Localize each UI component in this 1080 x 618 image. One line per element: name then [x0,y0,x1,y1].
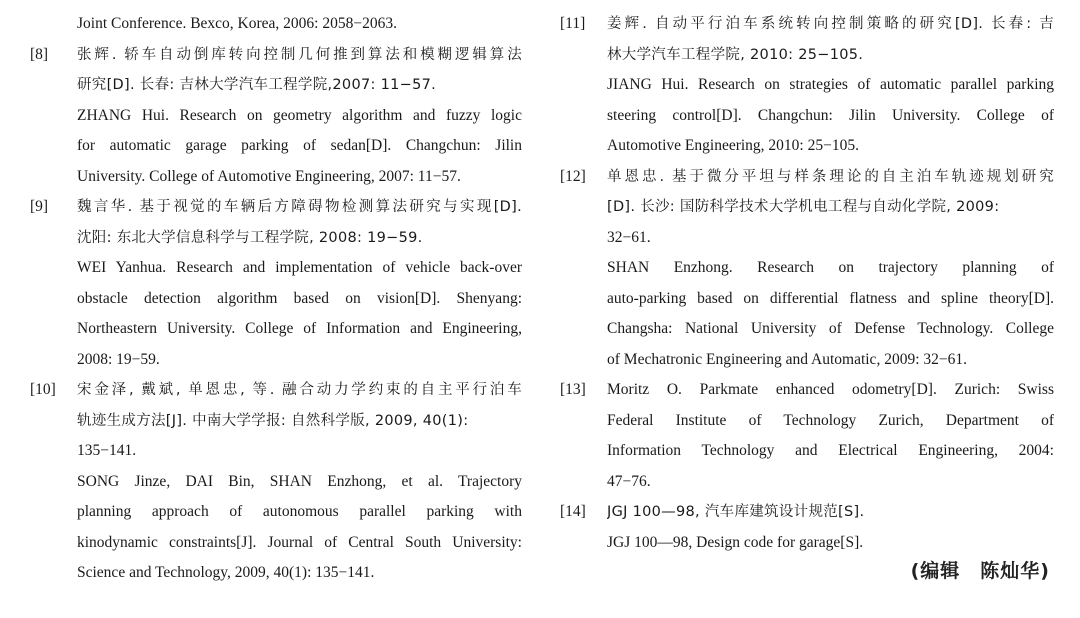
reference-text: [D]. 长沙: 国防科学技术大学机电工程与自动化学院, 2009: [607,199,1000,215]
reference-line [30,375,522,406]
reference-line [560,497,1054,528]
reference-line [30,436,522,467]
reference-line [560,101,1054,132]
reference-line [30,497,522,528]
reference-entry [560,497,1054,558]
reference-text: 32−61. [607,228,651,246]
reference-number: [10] [30,381,56,398]
reference-text: planning approach of autonomous parallel parking with [77,503,522,520]
reference-line [30,223,522,254]
reference-line [30,70,522,101]
reference-entry [30,40,522,193]
reference-number: [13] [560,381,586,398]
references-right-column [560,9,1054,558]
reference-text: JGJ 100—98, 汽车库建筑设计规范[S]. [607,504,865,520]
reference-text: 魏言华. 基于视觉的车辆后方障碍物检测算法研究与实现[D]. [77,199,522,215]
reference-line [30,131,522,162]
reference-entry [560,9,1054,162]
reference-text: Science and Technology, 2009, 40(1): 135−141. [77,564,375,581]
reference-line [560,345,1054,376]
reference-line [30,528,522,559]
reference-entry [560,375,1054,497]
reference-text: 沈阳: 东北大学信息科学与工程学院, 2008: 19−59. [77,229,423,246]
reference-text: Federal Institute of Technology Zurich, Department of [607,411,1054,429]
reference-line [560,314,1054,345]
reference-text: WEI Yanhua. Research and implementation of vehicle back-over [77,259,522,276]
references-left-column [30,9,522,589]
reference-text: 研究[D]. 长春: 吉林大学汽车工程学院,2007: 11−57. [77,77,437,93]
reference-line [560,436,1054,467]
reference-line [30,192,522,223]
reference-line [30,314,522,345]
reference-number: [8] [30,45,49,63]
reference-line [560,70,1054,101]
reference-line [560,131,1054,162]
reference-line [560,192,1054,223]
reference-line [560,40,1054,71]
reference-text: JGJ 100—98, Design code for garage[S]. [607,533,864,551]
reference-line [30,253,522,284]
reference-line [560,375,1054,406]
reference-text: obstacle detection algorithm based on vision[D]. Shenyang: [77,289,522,307]
reference-line [30,9,522,40]
reference-text: SHAN Enzhong. Research on trajectory planning of [607,259,1054,276]
reference-text: auto-parking based on differential flatness and spline theory[D]. [607,289,1054,307]
reference-text: 135−141. [77,442,137,459]
reference-line [560,406,1054,437]
reference-text: 单恩忠. 基于微分平坦与样条理论的自主泊车轨迹规划研究 [607,168,1054,185]
reference-entry [30,192,522,375]
reference-line [30,101,522,132]
reference-number: [12] [560,167,586,185]
reference-line [30,558,522,589]
reference-text: ZHANG Hui. Research on geometry algorithm and fuzzy logic [77,106,522,124]
reference-entry [30,9,522,40]
reference-text: 姜辉. 自动平行泊车系统转向控制策略的研究[D]. 长春: 吉 [607,16,1054,32]
editor-note: (编辑 陈灿华) [910,560,1050,582]
reference-text: 2008: 19−59. [77,350,160,368]
reference-text: Northeastern University. College of Information and Engineering, [77,320,522,337]
reference-line [30,284,522,315]
reference-text: University. College of Automotive Engineering, 2007: 11−57. [77,167,461,185]
reference-line [560,467,1054,498]
reference-line [560,9,1054,40]
reference-text: 宋金泽, 戴斌, 单恩忠, 等. 融合动力学约束的自主平行泊车 [77,382,522,398]
reference-number: [9] [30,198,49,215]
reference-line [560,253,1054,284]
reference-line [30,406,522,437]
reference-number: [14] [560,503,586,520]
reference-line [30,467,522,498]
reference-number: [11] [560,15,586,32]
reference-text: Moritz O. Parkmate enhanced odometry[D]. Zurich: Swiss [607,381,1054,398]
reference-line [30,40,522,71]
reference-text: Information Technology and Electrical Engineering, 2004: [607,442,1054,459]
reference-text: Automotive Engineering, 2010: 25−105. [607,137,859,154]
reference-text: 张辉. 轿车自动倒库转向控制几何推到算法和模糊逻辑算法 [77,46,522,63]
reference-line [560,528,1054,559]
reference-text: kinodynamic constraints[J]. Journal of Central South University: [77,533,522,551]
reference-line [560,162,1054,193]
reference-line [560,223,1054,254]
reference-line [30,345,522,376]
reference-line [560,284,1054,315]
reference-text: Joint Conference. Bexco, Korea, 2006: 2058−2063. [77,15,397,32]
reference-entry [30,375,522,589]
reference-line [30,162,522,193]
reference-entry [560,162,1054,376]
reference-text: 轨迹生成方法[J]. 中南大学学报: 自然科学版, 2009, 40(1): [77,412,469,429]
reference-text: 47−76. [607,472,651,490]
reference-text: JIANG Hui. Research on strategies of automatic parallel parking [607,76,1054,93]
reference-text: 林大学汽车工程学院, 2010: 25−105. [607,46,864,63]
reference-text: for automatic garage parking of sedan[D]. Changchun: Jilin [77,137,522,154]
reference-text: Changsha: National University of Defense Technology. College [607,320,1054,337]
reference-text: steering control[D]. Changchun: Jilin University. College of [607,106,1054,124]
reference-text: SONG Jinze, DAI Bin, SHAN Enzhong, et al. Trajectory [77,472,522,490]
reference-text: of Mechatronic Engineering and Automatic, 2009: 32−61. [607,350,967,368]
